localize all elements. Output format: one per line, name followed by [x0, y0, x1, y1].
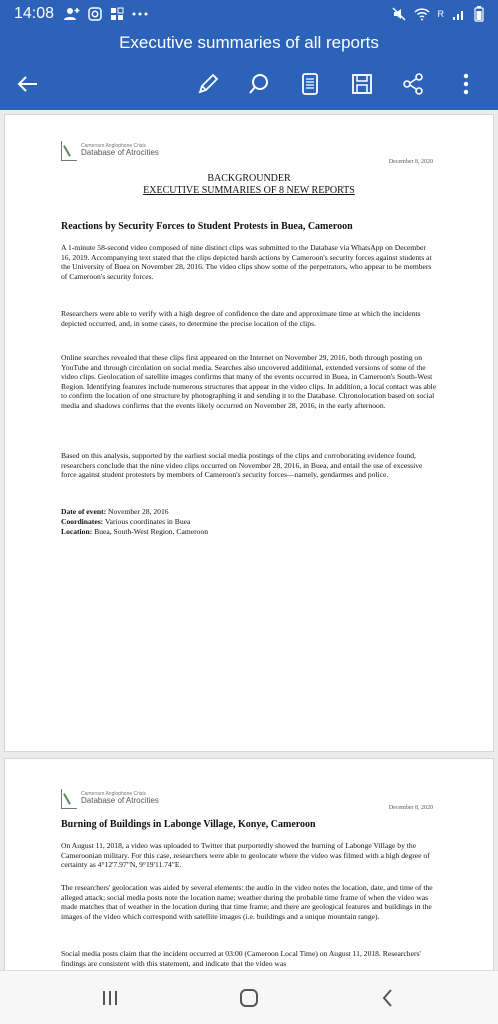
app-grid-icon	[110, 7, 124, 21]
reading-mode-icon[interactable]	[292, 66, 328, 102]
section-title: Burning of Buildings in Labonge Village, Konye, Cameroon	[61, 819, 316, 830]
paragraph: Online searches revealed that these clips first appeared on the Internet on November 29, 2016, both through posting on YouTube and through circulation on social media. Searches also uncovered additional, extended versions of some of the video clips. Geolocation of satellite images confirms that many of the events occurred in Buea, in Cameroon's South-West Region. Identifying features include numerous structures that appear in the video clips. In addition, a local contact was able to confirm the location of one structure by photographing it and sending it to the Database. Chronolocation based on social media and shadows confirms that the events likely occurred on November 28, 2016, in the early afternoon.	[61, 353, 437, 410]
person-plus-icon	[64, 7, 80, 21]
logo-subtitle: Cameroon Anglophone Crisis	[81, 790, 147, 797]
more-dots-icon	[132, 11, 148, 17]
coordinates-line	[61, 517, 437, 527]
logo-title: Database of Atrocities	[81, 796, 159, 806]
paragraph: Based on this analysis, supported by the earliest social media postings of the clips and corroborating evidence found, researchers conclude that the nine video clips occurred on November 28, 2016, in Buea, and entail the use of excessive force against student protesters by members of Cameroon's security forces—namely, gendarmes and police.	[61, 451, 423, 480]
paragraph: On August 11, 2018, a video was uploaded to Twitter that purportedly showed the burning of Labonge Village by the Cameroonian military. For this case, researchers were able to geolocate where the video was filmed with a high degree of certainty as 4°12'7.97"N, 9°19'11.74"E.	[61, 841, 430, 870]
toolbar	[0, 58, 498, 110]
home-icon[interactable]	[229, 983, 269, 1013]
search-icon[interactable]	[241, 66, 277, 102]
logo-mark-icon	[61, 789, 77, 809]
event-date-line	[61, 507, 437, 517]
save-icon[interactable]	[344, 66, 380, 102]
back-icon[interactable]	[368, 983, 408, 1013]
document-page-1	[4, 114, 494, 752]
mute-icon	[392, 7, 406, 21]
database-logo	[61, 789, 159, 809]
navigation-bar	[0, 970, 498, 1024]
paragraph: Social media posts claim that the incident occurred at 03:00 (Cameroon Local Time) on August 11, 2018. Researchers' findings are consistent with this statement, and indicate that the video was	[61, 949, 421, 968]
location-label: Location:	[61, 527, 93, 536]
coordinates-label: Coordinates:	[61, 517, 104, 526]
paragraph: A 1-minute 58-second video composed of nine distinct clips was submitted to the Database via WhatsApp on December 16, 2019. Accompanying text stated that the clips depicted harsh actions by Cameroon's security forces against students at the University of Buea on November 28, 2016. The video clips show some of the perpetrators, who appear to be members of Cameroon's security forces.	[61, 243, 432, 281]
recent-apps-icon[interactable]	[90, 983, 130, 1013]
document-page-2	[4, 758, 494, 970]
document-date: December 8, 2020	[388, 159, 433, 165]
signal-label: R	[437, 9, 444, 19]
signal-icon	[452, 7, 466, 21]
event-date-label: Date of event:	[61, 507, 107, 516]
database-logo	[61, 141, 159, 161]
app-title: Executive summaries of all reports	[0, 28, 498, 58]
logo-mark-icon	[61, 141, 77, 161]
location-value: Buea, South-West Region, Cameroon	[94, 527, 209, 536]
event-date-value: November 28, 2016	[108, 507, 169, 516]
paragraph: The researchers' geolocation was aided by several elements: the audio in the video notes the location, date, and time of the alleged attack; social media posts note the location name; weather during the probable time frame of when the video was made matches that of weather in the location during that time frame; and there are geological features and buildings in the images of the video which correspond with satellite images (i.e. buildings and a unique mountain range).	[61, 883, 433, 921]
back-arrow-icon[interactable]	[10, 66, 46, 102]
logo-title: Database of Atrocities	[81, 148, 159, 158]
status-time: 14:08	[14, 5, 55, 22]
share-icon[interactable]	[395, 66, 431, 102]
document-date: December 8, 2020	[388, 805, 433, 811]
battery-icon	[474, 6, 484, 22]
instagram-icon	[88, 7, 102, 21]
status-bar	[0, 0, 498, 28]
location-line	[61, 527, 437, 537]
paragraph: Researchers were able to verify with a high degree of confidence the date and approximate time at which the incidents depicted occurred, and, in some cases, to determine the precise location of the clips.	[61, 309, 421, 328]
backgrounder-heading: BACKGROUNDER	[207, 173, 291, 184]
overflow-menu-icon[interactable]	[448, 66, 484, 102]
coordinates-value: Various coordinates in Buea	[104, 517, 191, 526]
section-title: Reactions by Security Forces to Student Protests in Buea, Cameroon	[61, 221, 353, 232]
logo-subtitle: Cameroon Anglophone Crisis	[81, 142, 147, 149]
pen-icon[interactable]	[190, 66, 226, 102]
document-viewer[interactable]	[0, 110, 498, 970]
executive-summaries-heading: EXECUTIVE SUMMARIES OF 8 NEW REPORTS	[143, 185, 355, 196]
wifi-icon	[414, 7, 430, 21]
